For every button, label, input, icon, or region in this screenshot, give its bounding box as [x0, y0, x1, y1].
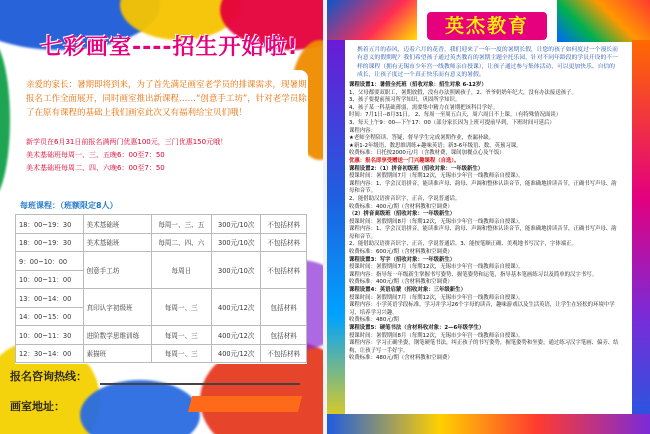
table-row [16, 344, 307, 363]
cell-price: 400元/12次 [212, 326, 261, 345]
list-item: 课程设置3：写字（招收对象：一年级新生） [349, 256, 456, 263]
cell-time: 13：00~14：00 [16, 289, 84, 308]
table-row [16, 289, 307, 308]
cell-course: 美术基础班 [83, 215, 151, 234]
cell-note: 不包括材料 [261, 233, 307, 252]
list-item: 收费标准：400元/期（含材料教和空调费） [349, 279, 453, 286]
list-item: 优惠：报名即享受赠送一门兴趣课程（自选）。 [349, 157, 460, 164]
list-item: 授课时间：暑假期间8月（每期12次，无锡市少年宫一线教师亲自授课）。 [349, 332, 524, 339]
course-list [349, 82, 619, 363]
list-item: 授课时间：暑假期间7月（每期12次，无锡市少年宫一线教师亲自授课）。 [349, 264, 524, 271]
cell-time: 9：00~10：00 [16, 252, 84, 271]
list-item: 收费标准：480元/期 [349, 317, 399, 324]
list-item: 授课时间：暑假期间7月（每期12次，无锡市少年宫一线教师亲自授课）。 [349, 173, 524, 180]
list-item: ★老师全程陪读、答疑，督导学生完成暑期作业，查漏补缺。 [349, 135, 494, 142]
cell-price: 300元/10次 [212, 215, 261, 234]
cell-days: 每周一、三 [151, 344, 212, 363]
left-offer-list [26, 136, 306, 175]
cell-days: 每周日 [151, 252, 212, 289]
cell-days: 每周一、三 [151, 326, 212, 345]
cell-course: 进阶数学思维训练 [83, 326, 151, 345]
table-row [16, 215, 307, 234]
cell-note: 不包括材料 [261, 215, 307, 234]
cell-price: 300元/10次 [212, 233, 261, 252]
cell-time: 12：30~14：00 [16, 344, 84, 363]
cell-time: 14：00~15：00 [16, 307, 84, 326]
hotline-label: 报名咨询热线： [10, 370, 87, 383]
table-row [16, 233, 307, 252]
decor-stripe [327, 0, 417, 40]
cell-price: 300元/10次 [212, 252, 261, 289]
list-item: 1、父母都要双职工，暑期放假，没有办法照顾孩子，2、爷爷奶奶年纪大，没有办法接送孩子。 [349, 89, 577, 96]
class-note: 每班课程：（班额限定8人） [20, 201, 118, 210]
cell-course: 素描班 [83, 344, 151, 363]
list-item: 收费标准：480元/期（含材料教和空调费） [349, 355, 453, 362]
cell-time: 10：00~11：30 [16, 326, 84, 345]
offer-line: 美术基础班每周一、三、五晚6：00至7：50 [26, 151, 165, 159]
table-row [16, 252, 307, 271]
list-item: 课程内容：1、学会汉语拼音，能读准声母、韵母、声调和整体认读音节，能准确地拼读音节，正确书写声母、韵母和音节。 [349, 180, 617, 195]
schedule-table [15, 214, 307, 363]
list-item: 授课时间：暑假期间7月（每期12次，无锡市少年宫一线教师亲自授课）。 [349, 294, 524, 301]
right-title: 英杰教育 [427, 12, 547, 40]
list-item: 收费标准：600元/期（含材料教和空调费） [349, 249, 453, 256]
cell-note: 包括材料 [261, 289, 307, 326]
cell-course: 创意手工坊 [83, 252, 151, 289]
list-item: 课程设置4：英语启蒙（招收对象：三年级新生） [349, 287, 466, 294]
list-item: 课程设置5：硬笔书法（含材料收对象：2—6年级学生） [349, 325, 485, 331]
address-label: 画室地址： [10, 400, 65, 413]
decor-stripe [557, 0, 650, 42]
decor-stripe [327, 40, 345, 434]
cell-price: 400元/12次 [212, 289, 261, 326]
list-item: 课程内容：1、学会汉语拼音，能读准声母、韵母、声调和整体认读音节，能准确地拼读音节，正确书写声母、韵母和音节。 [349, 226, 617, 240]
cell-time: 18：00~19：30 [16, 233, 84, 252]
list-item: ★新1-2年级语、数思维训练+趣味英语；新3-6年级语、数、英预习课。 [349, 142, 522, 149]
cell-note: 不包括材料 [261, 344, 307, 363]
list-item: 2、能借助汉语拼音识字，正音，学说普通话。3、能按笔顺正确、美观地书写汉字，字体端正。 [349, 241, 577, 248]
offer-line: 新学员在6月31日前报名满两门优惠100元，三门优惠150元哦！ [26, 138, 228, 146]
list-item: 授课时间：暑假期间8月（每期12次，无锡市少年宫一线教师亲自授课）。 [349, 218, 524, 225]
cell-note: 不包括材料 [261, 252, 307, 289]
offer-line: 美术基础班每周二、四、六晚6：00至7：50 [26, 164, 165, 172]
cell-time: 18：00~19：30 [16, 215, 84, 234]
list-item: 时间：7月1日--8月31日。 2、每周一至周五白天，周六周日不上课。（有特殊情况面谈） [349, 112, 562, 119]
list-item: 收费标准：日托按2000元/月（含教材费，课间加餐点心及午饭） [349, 150, 505, 157]
list-item: 课程内容： [349, 127, 376, 134]
cell-days: 每周一、三 [151, 289, 212, 326]
list-item: 课程内容：小学英语学段标准，学习并学习26个字母的读音，趣味游戏以及生活英语，让学生在轻松的环境中学习，培养学习兴趣。 [349, 302, 615, 316]
decor-stripe [632, 40, 650, 434]
list-item: 课程内容：指导每一年级新生掌握书写姿势、握笔姿势和运笔，指导基本笔画练习以及简单的汉字书写。 [349, 271, 597, 278]
list-item: 3、每天上午9：00---下午17：00（部分家长因为上班可提前早到，下班时间可延后） [349, 119, 555, 126]
right-intro-text: 携着五月的春风，迈着六月的花香，我们迎来了一年一度的暑期长假，让您的孩子如何度过一个漫长而有意义的假期呢？我们希望孩子通过英杰教育的暑期主题全托乐园，针对不同年龄段的学员开设的不一样的课程（拥有无锡市少年宫一线教师亲自授课），让孩子通过参与集体活动，可以更加快乐、自信的成长，让孩子度过一个真正快乐而有意义的暑假。 [357, 47, 618, 79]
list-item: 2、能借助汉语拼音识字，正音，学说普通话。 [349, 195, 461, 202]
cell-days: 每周一、三、五 [151, 215, 212, 234]
cell-course: 美术基础班 [83, 233, 151, 252]
list-item: 课程设置1：暑假全托班（招收对象：招生对象 6-12岁） [349, 82, 487, 88]
decor-stripe [327, 414, 650, 434]
left-title: 七彩画室----招生开始啦! [40, 35, 299, 60]
cell-days: 每周二、四、六 [151, 233, 212, 252]
cell-course: 真印认字初级班 [83, 289, 151, 326]
left-intro-text: 亲爱的家长：暑期即将到来，为了首先满足画室老学员的排课需求，现暑期报名工作全面展开，同时画室推出新课程……“创意手工坊”，针对老学员除了在原有课程的基础上我们画室此次又有福利给宝贝们哦！ [26, 80, 307, 118]
list-item: 课程设置2：（1）拼音初级班（招收对象：一年级新生） [349, 165, 484, 172]
cell-note: 包括材料 [261, 326, 307, 345]
hotline-underline [100, 383, 300, 385]
list-item: 课程内容：学习正确坐姿，钢笔硬笔书法，纠正孩子的书写姿势，握笔姿势和坐姿，通过练习汉字笔画、偏旁、结构，让孩子写一手好字。 [349, 340, 619, 354]
cell-time: 10：00~11：00 [16, 270, 84, 289]
list-item: 4、孩子某一科基础薄弱，需要集中精力在暑期把该科目学好。 [349, 104, 498, 111]
list-item: 3、孩子要提前预习所学知识，巩固所学知识。 [349, 97, 461, 104]
list-item: （2）拼音高级班（招收对象：一年级新生） [349, 211, 456, 218]
table-row [16, 326, 307, 345]
cell-price: 400元/12次 [212, 344, 261, 363]
left-flyer [0, 0, 323, 434]
list-item: 收费标准：400元/期（含材料教和空调费） [349, 203, 453, 210]
right-flyer [327, 0, 650, 434]
